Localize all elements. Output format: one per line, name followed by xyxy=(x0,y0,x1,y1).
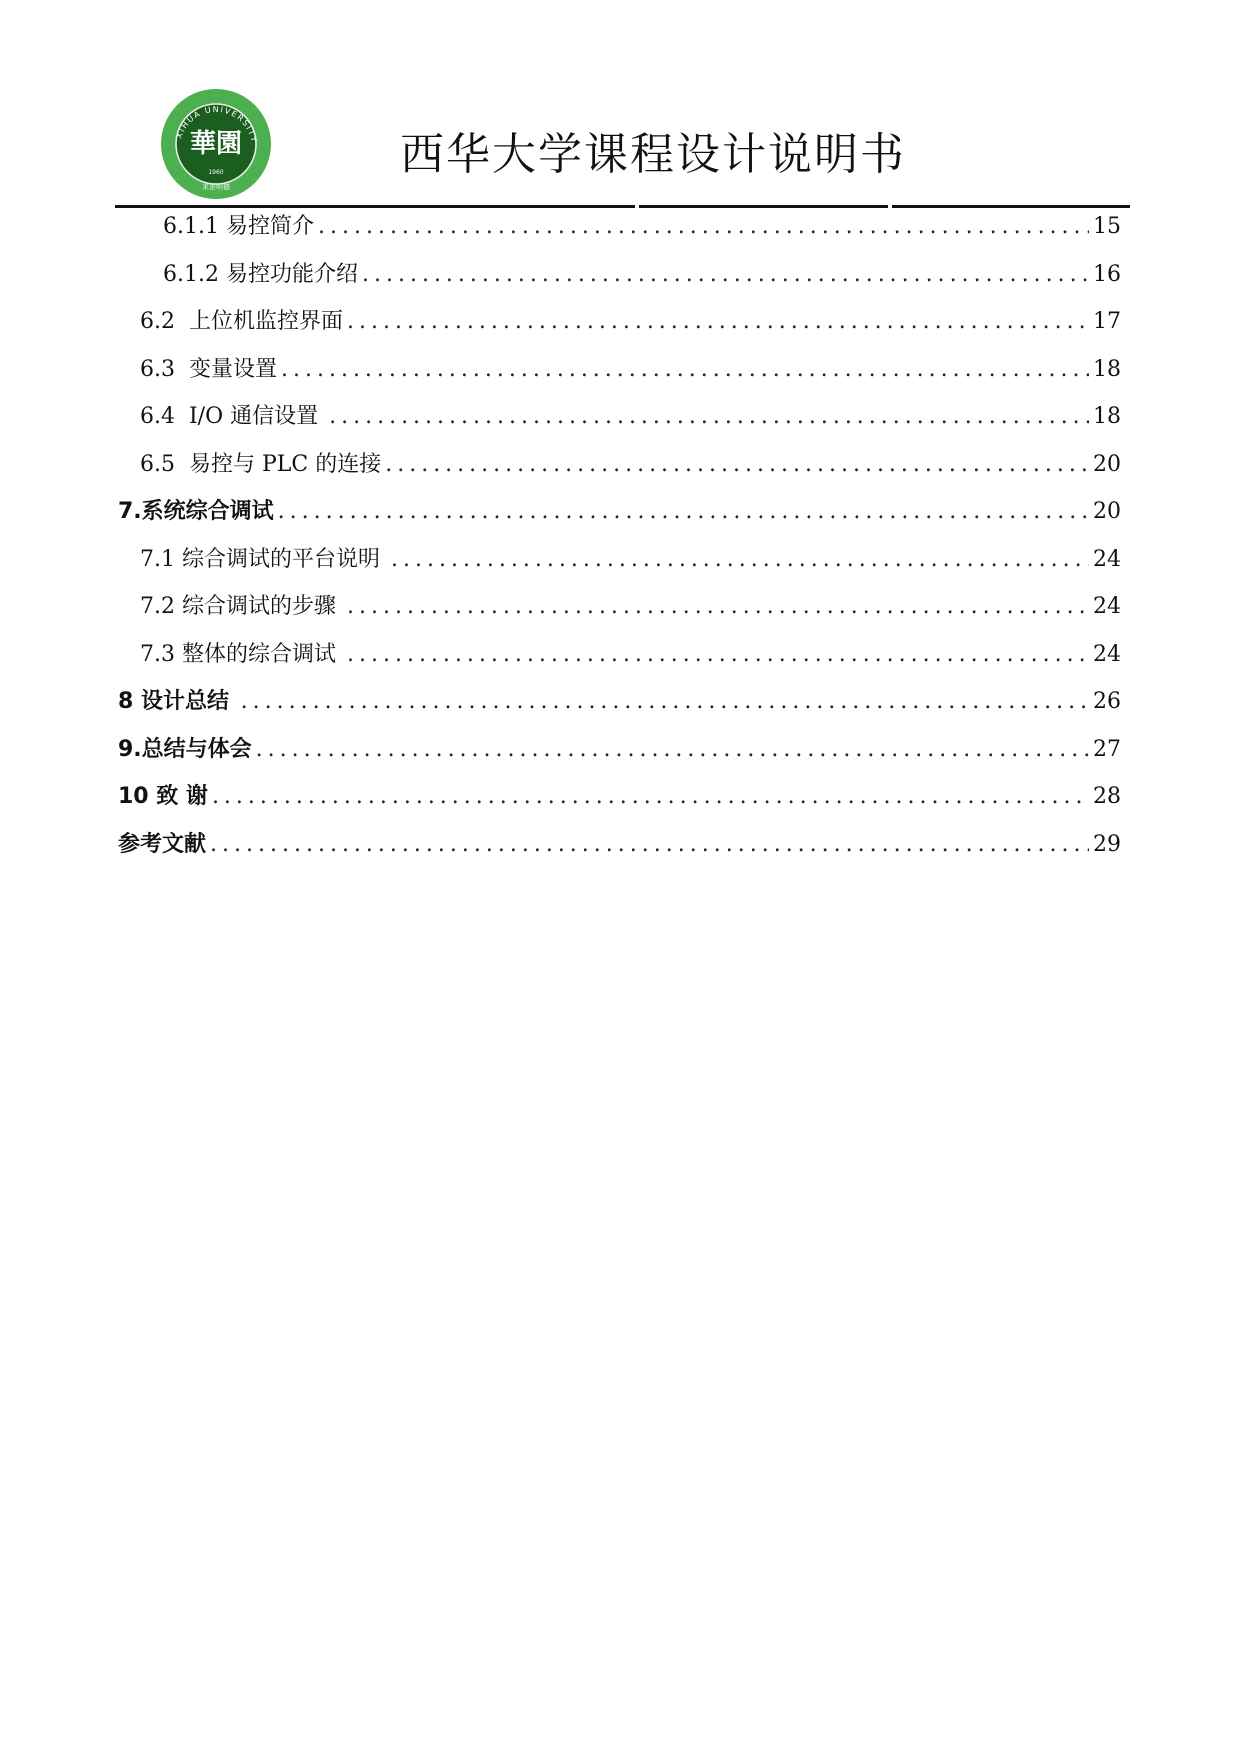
toc-entry-title: 7.3 整体的综合调试 xyxy=(140,641,343,667)
toc-entry-title: 7.1 综合调试的平台说明 xyxy=(140,546,387,572)
toc-entry-title: 7.2 综合调试的步骤 xyxy=(140,594,343,619)
toc-entry-title: 参考文献 xyxy=(118,831,207,857)
toc-page-number: 16 xyxy=(1093,261,1121,287)
toc-entry-title: 6.4 I/O 通信设置 xyxy=(140,404,326,429)
toc-entry[interactable] xyxy=(140,588,1121,622)
toc-page-number: 27 xyxy=(1093,736,1121,762)
toc-dot-leader xyxy=(212,782,1089,812)
toc-entry[interactable] xyxy=(163,208,1121,242)
toc-entry-title: 9.总结与体会 xyxy=(118,736,252,762)
toc-entry[interactable] xyxy=(118,731,1121,765)
toc-page-number: 24 xyxy=(1093,546,1121,572)
toc-entry[interactable] xyxy=(118,493,1121,527)
toc-entry-title: 7.系统综合调试 xyxy=(118,499,274,524)
svg-text:求是明德: 求是明德 xyxy=(202,183,230,191)
toc-dot-leader xyxy=(278,497,1089,527)
toc-dot-leader xyxy=(318,212,1089,242)
toc-page-number: 24 xyxy=(1093,641,1121,667)
toc-page-number: 28 xyxy=(1093,784,1121,809)
svg-text:1960: 1960 xyxy=(208,169,224,176)
toc-dot-leader xyxy=(385,450,1089,480)
toc-entry[interactable] xyxy=(118,778,1121,812)
toc-dot-leader xyxy=(210,830,1089,860)
toc-dot-leader xyxy=(347,592,1089,622)
toc-entry-title: 6.3 变量设置 xyxy=(140,356,277,382)
toc-entry[interactable] xyxy=(140,398,1121,432)
toc-dot-leader xyxy=(347,307,1089,337)
toc-entry[interactable] xyxy=(140,446,1121,480)
toc-entry[interactable] xyxy=(118,683,1121,717)
toc-page-number: 24 xyxy=(1093,594,1121,619)
toc-entry-title: 6.5 易控与 PLC 的连接 xyxy=(140,451,382,477)
toc-dot-leader xyxy=(256,735,1089,765)
toc-entry-title: 8 设计总结 xyxy=(118,689,237,714)
toc-dot-leader xyxy=(241,687,1089,717)
svg-text:XIHUA UNIVERSITY: XIHUA UNIVERSITY xyxy=(174,104,259,144)
university-logo xyxy=(160,88,272,200)
toc-entry-title: 6.2 上位机监控界面 xyxy=(140,309,343,334)
toc-page-number: 20 xyxy=(1093,451,1121,477)
toc-entry[interactable] xyxy=(163,256,1121,290)
toc-entry[interactable] xyxy=(118,826,1121,860)
toc-dot-leader xyxy=(281,355,1089,385)
toc-page-number: 18 xyxy=(1093,404,1121,429)
toc-dot-leader xyxy=(362,260,1089,290)
toc-dot-leader xyxy=(391,545,1089,575)
toc-entry[interactable] xyxy=(140,541,1121,575)
toc-entry-title: 10 致 谢 xyxy=(118,784,208,809)
toc-page-number: 20 xyxy=(1093,499,1121,524)
toc-entry-title: 6.1.2 易控功能介绍 xyxy=(163,261,358,287)
toc-entry[interactable] xyxy=(140,303,1121,337)
toc-page-number: 29 xyxy=(1093,831,1121,857)
toc-entry-title: 6.1.1 易控简介 xyxy=(163,214,314,239)
toc-dot-leader xyxy=(347,640,1089,670)
toc-page-number: 17 xyxy=(1093,309,1121,334)
toc-page-number: 26 xyxy=(1093,689,1121,714)
document-title: 西华大学课程设计说明书 xyxy=(400,129,906,180)
toc-page-number: 15 xyxy=(1093,214,1121,239)
toc-entry[interactable] xyxy=(140,636,1121,670)
svg-text:華園: 華園 xyxy=(189,129,243,159)
toc-page-number: 18 xyxy=(1093,356,1121,382)
toc-entry[interactable] xyxy=(140,351,1121,385)
toc-dot-leader xyxy=(329,402,1089,432)
page-header xyxy=(0,0,1241,215)
